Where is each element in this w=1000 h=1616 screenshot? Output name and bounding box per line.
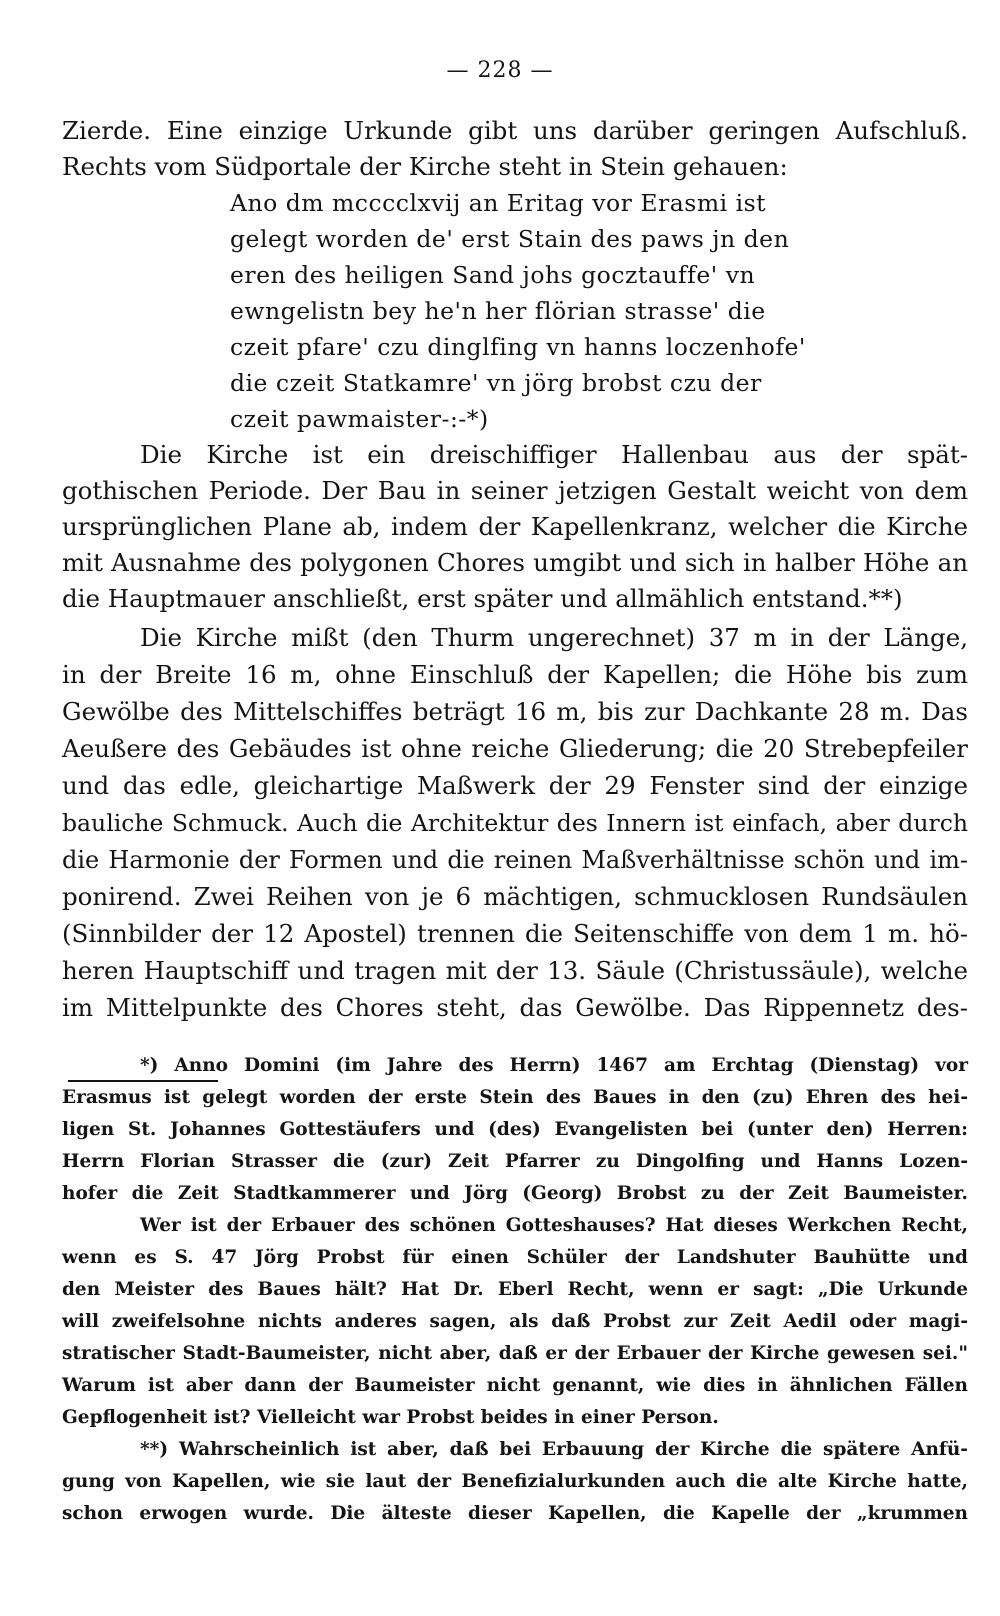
footnote-line: schon erwogen wurde. Die älteste dieser Kapellen, die Kapelle der „krummen — [62, 1503, 968, 1524]
body-line: die Hauptmauer anschließt, erst später und allmählich entstand.**) — [62, 584, 903, 613]
body-line: ponirend. Zwei Reihen von je 6 mächtigen, schmucklosen Rundsäulen — [62, 882, 968, 911]
footnote-line: Herrn Florian Strasser die (zur) Zeit Pfarrer zu Dingolfing und Hanns Lozen- — [62, 1151, 968, 1172]
footnote-line: hofer die Zeit Stadtkammerer und Jörg (Georg) Brobst zu der Zeit Baumeister. — [62, 1183, 968, 1204]
body-line: Zierde. Eine einzige Urkunde gibt uns darüber geringen Aufschluß. — [62, 116, 968, 145]
footnote-line: wenn es S. 47 Jörg Probst für einen Schüler der Landshuter Bauhütte und — [62, 1247, 968, 1268]
footnote-line: Erasmus ist gelegt worden der erste Stein des Baues in den (zu) Ehren des hei- — [62, 1087, 968, 1108]
body-line: und das edle, gleichartige Maßwerk der 29 Fenster sind der einzige — [62, 771, 968, 800]
body-line: ursprünglichen Plane ab, indem der Kapellenkranz, welcher die Kirche — [62, 512, 968, 541]
footnote-line: Wer ist der Erbauer des schönen Gotteshauses? Hat dieses Werkchen Recht, — [140, 1215, 968, 1236]
footnote-line: den Meister des Baues hält? Hat Dr. Eberl Recht, wenn er sagt: „Die Urkunde — [62, 1279, 968, 1300]
inscription-line: czeit pawmaister-:-*) — [230, 405, 489, 433]
footnote-line: Warum ist aber dann der Baumeister nicht genannt, wie dies in ähnlichen Fällen — [62, 1375, 968, 1396]
body-line: Die Kirche mißt (den Thurm ungerechnet) 37 m in der Länge, — [140, 623, 968, 652]
body-line: die Harmonie der Formen und die reinen Maßverhältnisse schön und im- — [62, 846, 968, 874]
body-line: Gewölbe des Mittelschiffes beträgt 16 m, bis zur Dachkante 28 m. Das — [62, 697, 968, 726]
footnote-line: gung von Kapellen, wie sie laut der Benefizialurkunden auch die alte Kirche hatte, — [62, 1471, 968, 1492]
body-line: Die Kirche ist ein dreischiffiger Hallenbau aus der spät- — [140, 440, 968, 469]
body-line: heren Hauptschiff und tragen mit der 13. Säule (Christussäule), welche — [62, 956, 968, 985]
body-line: bauliche Schmuck. Auch die Architektur des Innern ist einfach, aber durch — [62, 809, 968, 837]
footnote-line: *) Anno Domini (im Jahre des Herrn) 1467 am Erchtag (Dienstag) vor — [140, 1055, 968, 1076]
footnote-line: ligen St. Johannes Gottestäufers und (des) Evangelisten bei (unter den) Herren: — [62, 1119, 968, 1140]
body-line: Aeußere des Gebäudes ist ohne reiche Gliederung; die 20 Strebepfeiler — [62, 734, 968, 763]
inscription-line: Ano dm mcccclxvij an Eritag vor Erasmi ist — [230, 189, 767, 217]
footnote-line: will zweifelsohne nichts anderes sagen, als daß Probst zur Zeit Aedil oder magi- — [62, 1311, 968, 1332]
inscription-line: ewngelistn bey he'n her flörian strasse' die — [230, 297, 766, 325]
inscription-line: eren des heiligen Sand johs gocztauffe' vn — [230, 261, 756, 289]
inscription-line: die czeit Statkamre' vn jörg brobst czu der — [230, 369, 762, 397]
body-line: mit Ausnahme des polygonen Chores umgibt und sich in halber Höhe an — [62, 548, 968, 577]
footnote-line: stratischer Stadt-Baumeister, nicht aber, daß er der Erbauer der Kirche gewesen sei." — [62, 1343, 968, 1364]
footnote-line: Gepflogenheit ist? Vielleicht war Probst beides in einer Person. — [62, 1407, 719, 1428]
body-line: Rechts vom Südportale der Kirche steht in Stein gehauen: — [62, 152, 788, 181]
body-line: im Mittelpunkte des Chores steht, das Gewölbe. Das Rippennetz des- — [62, 993, 968, 1022]
inscription-line: gelegt worden de' erst Stain des paws jn den — [230, 225, 790, 253]
body-line: in der Breite 16 m, ohne Einschluß der Kapellen; die Höhe bis zum — [62, 660, 968, 689]
footnote-line: **) Wahrscheinlich ist aber, daß bei Erbauung der Kirche die spätere Anfü- — [140, 1439, 968, 1460]
page-number: — 228 — — [446, 58, 554, 83]
body-line: (Sinnbilder der 12 Apostel) trennen die Seitenschiffe von dem 1 m. hö- — [62, 919, 968, 948]
body-line: gothischen Periode. Der Bau in seiner jetzigen Gestalt weicht von dem — [62, 476, 968, 505]
inscription-line: czeit pfare' czu dinglfing vn hanns loczenhofe' — [230, 333, 806, 361]
